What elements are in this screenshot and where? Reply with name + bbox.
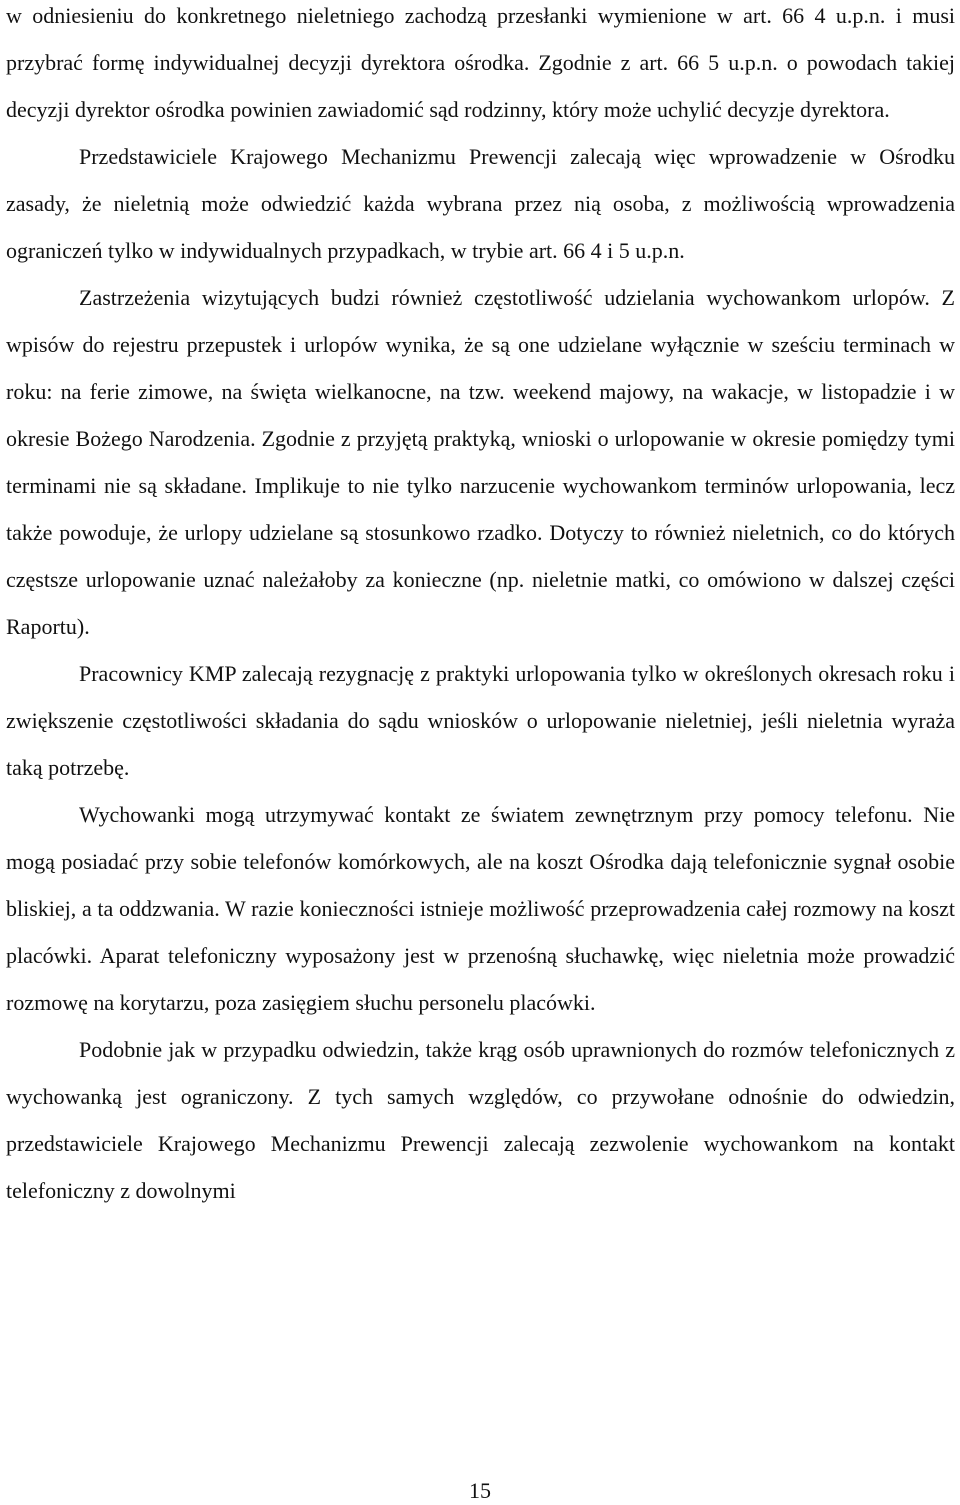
paragraph-2: Przedstawiciele Krajowego Mechanizmu Prewencji zalecają więc wprowadzenie w Ośrodku zasady, że nieletnią może odwiedzić każda wybrana przez nią osoba, z możliwością wprowadzenia ograniczeń tylko w indywidualnych przypadkach, w trybie art. 66 4 i 5 u.p.n. [6,144,955,263]
document-body [6,0,955,1214]
paragraph-4: Pracownicy KMP zalecają rezygnację z praktyki urlopowania tylko w określonych okresach roku i zwiększenie częstotliwości składania do sądu wniosków o urlopowanie nieletniej, jeśli nieletnia wyraża taką potrzebę. [6,661,955,780]
page-number: 15 [469,1478,491,1503]
paragraph-3: Zastrzeżenia wizytujących budzi również częstotliwość udzielania wychowankom urlopów. Z wpisów do rejestru przepustek i urlopów wynika, że są one udzielane wyłącznie w sześciu terminach w roku: na ferie zimowe, na święta wielkanocne, na tzw. weekend majowy, na wakacje, w listopadzie i w okresie Bożego Narodzenia. Zgodnie z przyjętą praktyką, wnioski o urlopowanie w okresie pomiędzy tymi terminami nie są składane. Implikuje to nie tylko narzucenie wychowankom terminów urlopowania, lecz także powoduje, że urlopy udzielane są stosunkowo rzadko. Dotyczy to również nieletnich, co do których częstsze urlopowanie uznać należałoby za konieczne (np. nieletnie matki, co omówiono w dalszej części Raportu). [6,285,955,639]
paragraph-1: w odniesieniu do konkretnego nieletniego zachodzą przesłanki wymienione w art. 66 4 u.p.n. i musi przybrać formę indywidualnej decyzji dyrektora ośrodka. Zgodnie z art. 66 5 u.p.n. o powodach takiej decyzji dyrektor ośrodka powinien zawiadomić sąd rodzinny, który może uchylić decyzje dyrektora. [6,3,955,122]
paragraph-5: Wychowanki mogą utrzymywać kontakt ze światem zewnętrznym przy pomocy telefonu. Nie mogą posiadać przy sobie telefonów komórkowych, ale na koszt Ośrodka dają telefonicznie sygnał osobie bliskiej, a ta oddzwania. W razie konieczności istnieje możliwość przeprowadzenia całej rozmowy na koszt placówki. Aparat telefoniczny wyposażony jest w przenośną słuchawkę, więc nieletnia może prowadzić rozmowę na korytarzu, poza zasięgiem słuchu personelu placówki. [6,802,955,1015]
paragraph-6: Podobnie jak w przypadku odwiedzin, także krąg osób uprawnionych do rozmów telefonicznych z wychowanką jest ograniczony. Z tych samych względów, co przywołane odnośnie do odwiedzin, przedstawiciele Krajowego Mechanizmu Prewencji zalecają zezwolenie wychowankom na kontakt telefoniczny z dowolnymi [6,1037,955,1203]
